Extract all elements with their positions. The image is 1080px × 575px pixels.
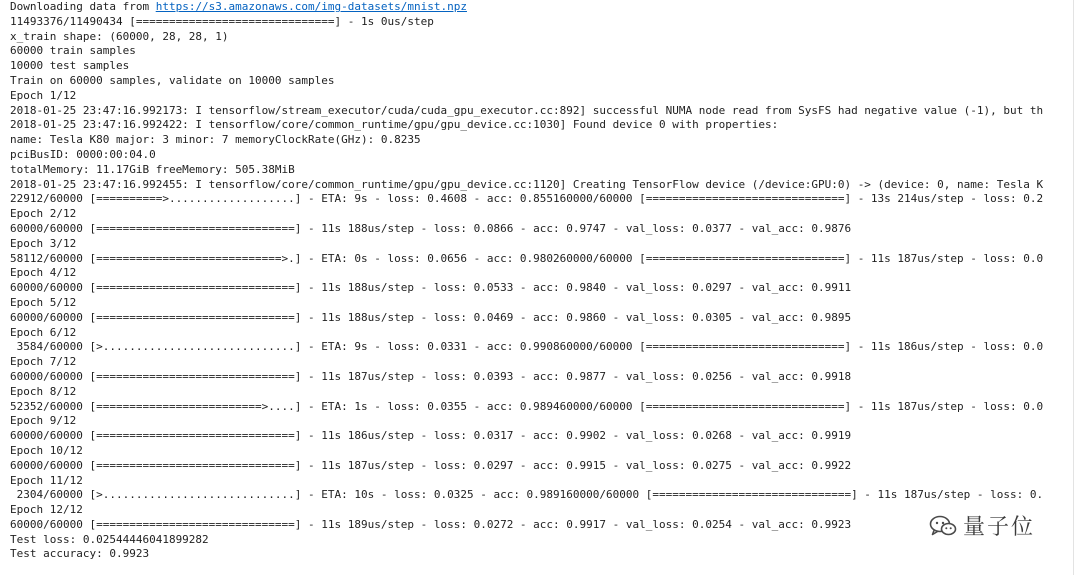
output-line: name: Tesla K80 major: 3 minor: 7 memoryClockRate(GHz): 0.8235 bbox=[10, 133, 421, 147]
output-line: Test loss: 0.02544446041899282 bbox=[10, 532, 209, 546]
wechat-icon bbox=[929, 514, 957, 538]
download-line bbox=[10, 0, 1074, 15]
output-line: 60000/60000 [==============================] - 11s 187us/step - loss: 0.0393 - acc: 0.9877 - val_loss: 0.0256 - val_acc: 0.9918 bbox=[10, 369, 852, 383]
output-line: x_train shape: (60000, 28, 28, 1) bbox=[10, 29, 229, 43]
output-line: 60000 train samples bbox=[10, 44, 136, 58]
output-line: 2018-01-25 23:47:16.992455: I tensorflow/core/common_runtime/gpu/gpu_device.cc:1120] Creating TensorFlow device (/device:GPU:0) -> (device: 0, name: Tesla K bbox=[10, 177, 1044, 191]
output-line: 60000/60000 [==============================] - 11s 188us/step - loss: 0.0533 - acc: 0.9840 - val_loss: 0.0297 - val_acc: 0.9911 bbox=[10, 281, 852, 295]
download-url-link[interactable]: https://s3.amazonaws.com/img-datasets/mnist.npz bbox=[155, 0, 467, 13]
output-line: Epoch 12/12 bbox=[10, 503, 83, 517]
watermark-text: 量子位 bbox=[962, 515, 1035, 540]
output-line: pciBusID: 0000:00:04.0 bbox=[10, 147, 156, 161]
output-line: Epoch 8/12 bbox=[10, 384, 77, 398]
download-prefix: Downloading data from bbox=[10, 0, 156, 13]
output-line: 58112/60000 [============================>.] - ETA: 0s - loss: 0.0656 - acc: 0.980260000/60000 [==============================] - 11s 187us/step - loss: 0.0 bbox=[10, 251, 1044, 265]
output-line: 22912/60000 [==========>...................] - ETA: 9s - loss: 0.4608 - acc: 0.855160000/60000 [==============================] - 13s 214us/step - loss: 0.2 bbox=[10, 192, 1044, 206]
output-line: Epoch 3/12 bbox=[10, 236, 77, 250]
output-line: 60000/60000 [==============================] - 11s 188us/step - loss: 0.0866 - acc: 0.9747 - val_loss: 0.0377 - val_acc: 0.9876 bbox=[10, 221, 852, 235]
output-line: 3584/60000 [>.............................] - ETA: 9s - loss: 0.0331 - acc: 0.990860000/60000 [==============================] - 11s 186us/step - loss: 0.0 bbox=[10, 340, 1044, 354]
output-line: Epoch 7/12 bbox=[10, 355, 77, 369]
output-line: Epoch 4/12 bbox=[10, 266, 77, 280]
output-line: Epoch 1/12 bbox=[10, 88, 77, 102]
output-line: 60000/60000 [==============================] - 11s 188us/step - loss: 0.0469 - acc: 0.9860 - val_loss: 0.0305 - val_acc: 0.9895 bbox=[10, 310, 852, 324]
output-line: 2018-01-25 23:47:16.992422: I tensorflow/core/common_runtime/gpu/gpu_device.cc:1030] Found device 0 with properties: bbox=[10, 118, 779, 132]
watermark bbox=[929, 510, 1035, 541]
output-line: 52352/60000 [=========================>....] - ETA: 1s - loss: 0.0355 - acc: 0.989460000/60000 [==============================] - 11s 187us/step - loss: 0.0 bbox=[10, 399, 1044, 413]
output-line: Train on 60000 samples, validate on 10000 samples bbox=[10, 73, 335, 87]
output-line: 60000/60000 [==============================] - 11s 187us/step - loss: 0.0297 - acc: 0.9915 - val_loss: 0.0275 - val_acc: 0.9922 bbox=[10, 458, 852, 472]
output-line: Epoch 5/12 bbox=[10, 295, 77, 309]
output-line: Epoch 2/12 bbox=[10, 207, 77, 221]
output-line: 2304/60000 [>.............................] - ETA: 10s - loss: 0.0325 - acc: 0.989160000/60000 [==============================] - 11s 187us/step - loss: 0. bbox=[10, 488, 1044, 502]
output-line: 11493376/11490434 [==============================] - 1s 0us/step bbox=[10, 14, 434, 28]
output-line: Epoch 11/12 bbox=[10, 473, 83, 487]
output-line: 10000 test samples bbox=[10, 59, 130, 73]
output-line: Epoch 10/12 bbox=[10, 443, 83, 457]
output-line: Epoch 9/12 bbox=[10, 414, 77, 428]
output-line: totalMemory: 11.17GiB freeMemory: 505.38MiB bbox=[10, 162, 295, 176]
output-line: 60000/60000 [==============================] - 11s 186us/step - loss: 0.0317 - acc: 0.9902 - val_loss: 0.0268 - val_acc: 0.9919 bbox=[10, 429, 852, 443]
output-line: 2018-01-25 23:47:16.992173: I tensorflow/stream_executor/cuda/cuda_gpu_executor.cc:892] successful NUMA node read from SysFS had negative value (-1), but th bbox=[10, 103, 1044, 117]
output-line: Test accuracy: 0.9923 bbox=[10, 547, 150, 561]
output-line: Epoch 6/12 bbox=[10, 325, 77, 339]
output-line: 60000/60000 [==============================] - 11s 189us/step - loss: 0.0272 - acc: 0.9917 - val_loss: 0.0254 - val_acc: 0.9923 bbox=[10, 517, 852, 531]
